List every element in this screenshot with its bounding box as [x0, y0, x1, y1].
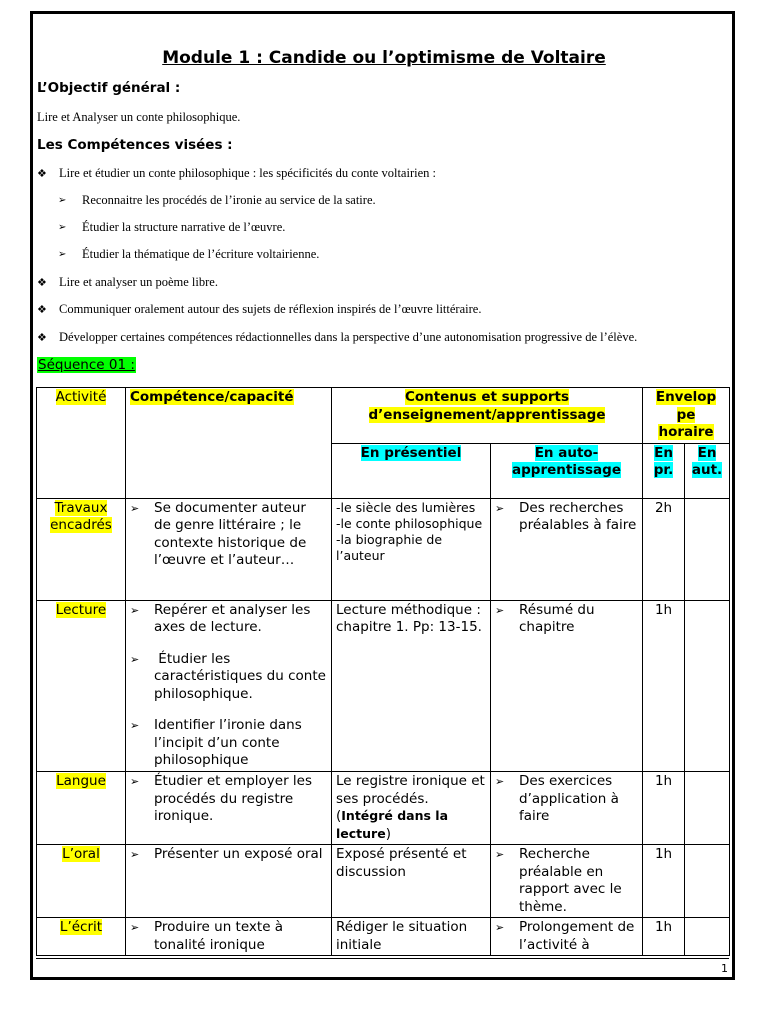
arrow-bullet-icon: ➢ [130, 603, 140, 617]
table-row [37, 772, 730, 845]
row-presentiel: Rédiger le situation initiale [332, 918, 491, 956]
row-activite: L’oral [37, 845, 126, 918]
header-en-pr: En pr. [643, 443, 685, 498]
row-competence: ➢ Présenter un exposé oral [126, 845, 332, 918]
footer-divider [36, 958, 729, 959]
arrow-bullet-icon: ➢ [58, 195, 67, 206]
arrow-bullet-icon: ➢ [495, 921, 505, 935]
row-activite: Langue [37, 772, 126, 845]
row-presentiel: Exposé présenté et discussion [332, 845, 491, 918]
row-presentiel: Lecture méthodique : chapitre 1. Pp: 13-15. [332, 600, 491, 771]
objective-heading: L’Objectif général : [37, 80, 181, 96]
arrow-bullet-icon: ➢ [58, 249, 67, 260]
row-en-aut [685, 772, 730, 845]
row-auto: ➢ Recherche préalable en rapport avec le thème. [491, 845, 643, 918]
arrow-bullet-icon: ➢ [495, 775, 505, 789]
row-en-pr: 1h [643, 918, 685, 956]
objective-text: Lire et Analyser un conte philosophique. [37, 110, 241, 124]
table-row [37, 600, 730, 771]
row-en-pr: 1h [643, 772, 685, 845]
arrow-bullet-icon: ➢ [495, 501, 505, 515]
arrow-bullet-icon: ➢ [130, 652, 140, 666]
row-presentiel: Le registre ironique et ses procédés. (Intégré dans la lecture) [332, 772, 491, 845]
row-en-pr: 1h [643, 845, 685, 918]
header-competence: Compétence/capacité [126, 388, 332, 499]
header-auto: En auto-apprentissage [491, 443, 643, 498]
competence-item: ❖ Lire et analyser un poème libre. [37, 275, 218, 289]
diamond-bullet-icon: ❖ [37, 332, 47, 344]
page-number: 1 [721, 962, 728, 975]
row-auto: ➢ Prolongement de l’activité à [491, 918, 643, 956]
competence-item: ❖ Développer certaines compétences rédactionnelles dans la perspective d’une autonomisation progressive de l’élève. [37, 330, 638, 344]
arrow-bullet-icon: ➢ [495, 603, 505, 617]
row-competence: ➢ Repérer et analyser les axes de lecture. ➢ Étudier les caractéristiques du conte philosophique. ➢ Identifier l’ironie dans l’incipit d’un conte philosophique [126, 600, 332, 771]
diamond-bullet-icon: ❖ [37, 168, 47, 180]
arrow-bullet-icon: ➢ [58, 222, 67, 233]
row-activite: Lecture [37, 600, 126, 771]
table-row [37, 918, 730, 956]
sequence-label: Séquence 01 : [38, 357, 135, 373]
table-row [37, 498, 730, 600]
row-en-aut [685, 918, 730, 956]
arrow-bullet-icon: ➢ [130, 501, 140, 515]
row-en-pr: 1h [643, 600, 685, 771]
competence-subitem: ➢ Reconnaitre les procédés de l’ironie au service de la satire. [58, 193, 376, 207]
row-en-aut [685, 498, 730, 600]
arrow-bullet-icon: ➢ [130, 848, 140, 862]
row-auto: ➢ Des recherches préalables à faire [491, 498, 643, 600]
row-en-aut [685, 600, 730, 771]
header-en-aut: En aut. [685, 443, 730, 498]
row-en-aut [685, 845, 730, 918]
arrow-bullet-icon: ➢ [130, 719, 140, 733]
competence-item: ❖ Lire et étudier un conte philosophique : les spécificités du conte voltairien : [37, 166, 436, 180]
row-competence: ➢ Se documenter auteur de genre littéraire ; le contexte historique de l’œuvre et l’auteur… [126, 498, 332, 600]
row-presentiel: -le siècle des lumières -le conte philosophique -la biographie de l’auteur [332, 498, 491, 600]
diamond-bullet-icon: ❖ [37, 304, 47, 316]
sequence-table [36, 387, 730, 956]
table-row [37, 845, 730, 918]
arrow-bullet-icon: ➢ [130, 775, 140, 789]
row-auto: ➢ Des exercices d’application à faire [491, 772, 643, 845]
competences-heading: Les Compétences visées : [37, 137, 233, 153]
header-activite: Activité [37, 388, 126, 499]
diamond-bullet-icon: ❖ [37, 277, 47, 289]
row-auto: ➢ Résumé du chapitre [491, 600, 643, 771]
row-activite: L’écrit [37, 918, 126, 956]
table-header-row [37, 388, 730, 444]
row-competence: ➢ Étudier et employer les procédés du registre ironique. [126, 772, 332, 845]
arrow-bullet-icon: ➢ [495, 848, 505, 862]
document-title: Module 1 : Candide ou l’optimisme de Voltaire [162, 48, 606, 68]
competence-subitem: ➢ Étudier la structure narrative de l’œuvre. [58, 220, 286, 234]
header-presentiel: En présentiel [332, 443, 491, 498]
header-contenus: Contenus et supports d’enseignement/apprentissage [332, 388, 643, 444]
row-en-pr: 2h [643, 498, 685, 600]
header-enveloppe: Envelop pe horaire [643, 388, 730, 444]
competence-item: ❖ Communiquer oralement autour des sujets de réflexion inspirés de l’œuvre littéraire. [37, 302, 482, 316]
row-activite: Travaux encadrés [37, 498, 126, 600]
arrow-bullet-icon: ➢ [130, 921, 140, 935]
competence-subitem: ➢ Étudier la thématique de l’écriture voltairienne. [58, 247, 320, 261]
row-competence: ➢ Produire un texte à tonalité ironique [126, 918, 332, 956]
